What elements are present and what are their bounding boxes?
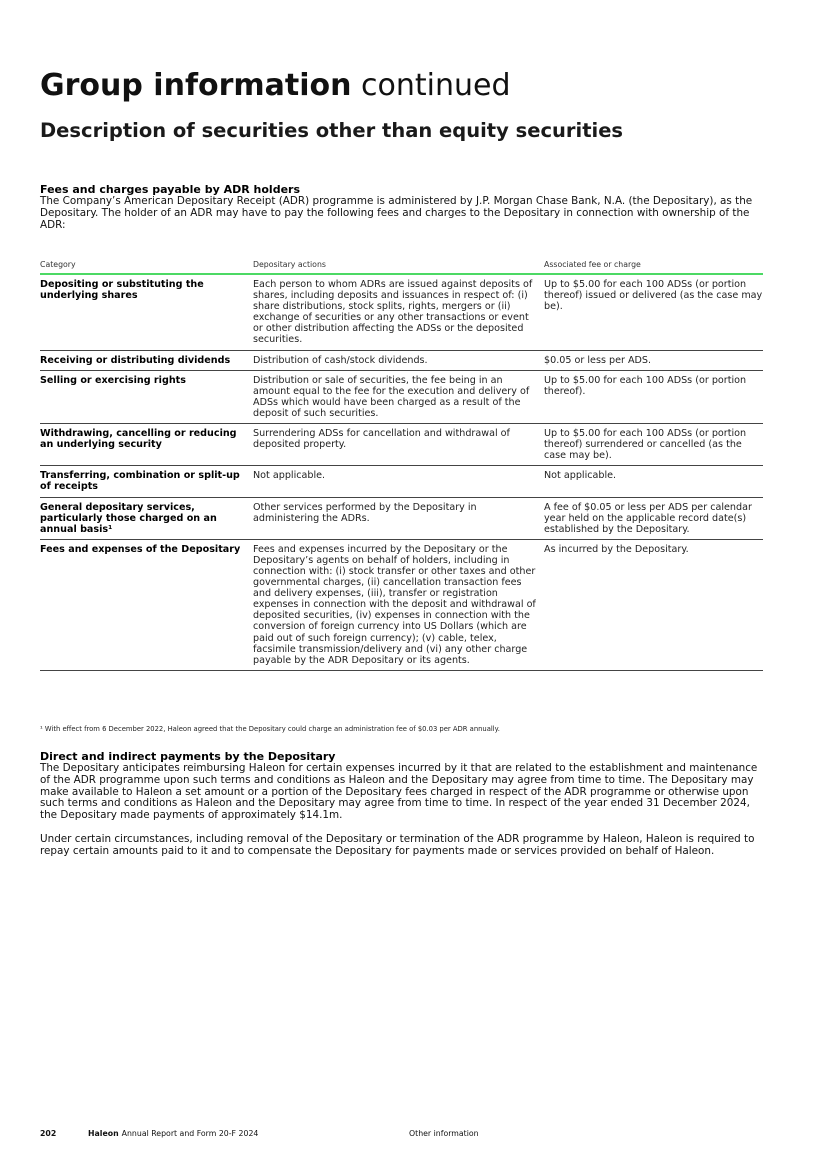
- table-row: [40, 371, 763, 424]
- row-fee: $0.05 or less per ADS.: [544, 354, 652, 366]
- fees-heading: Fees and charges payable by ADR holders: [40, 183, 301, 196]
- row-fee: Up to $5.00 for each 100 ADSs (or portion thereof).: [544, 374, 747, 397]
- column-header-category: Category: [40, 260, 76, 269]
- column-header-actions: Depositary actions: [253, 260, 326, 269]
- report-name: Annual Report and Form 20-F 2024: [121, 1129, 259, 1138]
- brand-name: Haleon: [88, 1129, 119, 1138]
- row-category: Withdrawing, cancelling or reducing an underlying security: [40, 428, 237, 451]
- page-number: 202: [40, 1129, 57, 1138]
- row-fee: Up to $5.00 for each 100 ADSs (or portion thereof) surrendered or cancelled (as the case may be).: [544, 428, 747, 462]
- table-row: [40, 275, 763, 351]
- table-header-row: [40, 258, 763, 275]
- row-fee: Not applicable.: [544, 470, 617, 482]
- fees-section: [40, 183, 770, 231]
- row-action: Each person to whom ADRs are issued against deposits of shares, including deposits and issuances in respect of: (i) share distributions, stock splits, rights, mergers or (ii) exchange of securities or any other transactions or event or other distribution affecting the ADSs or the deposited securities.: [253, 279, 533, 346]
- table-row: [40, 466, 763, 497]
- page-subtitle: Description of securities other than equity securities: [40, 119, 624, 142]
- row-action: Surrendering ADSs for cancellation and withdrawal of deposited property.: [253, 428, 510, 451]
- column-header-fee: Associated fee or charge: [544, 260, 641, 269]
- row-fee: A fee of $0.05 or less per ADS per calendar year held on the applicable record date(s) established by the Depositary.: [544, 501, 752, 535]
- fees-table: [40, 258, 763, 671]
- table-row: [40, 540, 763, 671]
- page-title: [40, 66, 511, 106]
- row-action: Fees and expenses incurred by the Depositary or the Depositary’s agents on behalf of holders, including in connection with: (i) stock transfer or other taxes and other governmental charges, (ii) cancellation transaction fees and delivery expenses, (iii), transfer or registration expenses in connection with the deposit and withdrawal of deposited securities, (iv) expenses in connection with the conversion of foreign currency into US Dollars (which are paid out of such foreign currency); (v) cable, telex, facsimile transmission/delivery and (vi) any other charge payable by the ADR Depositary or its agents.: [253, 543, 536, 666]
- payments-section: [40, 750, 770, 857]
- payments-heading: Direct and indirect payments by the Depositary: [40, 750, 336, 763]
- table-footnote: ¹ With effect from 6 December 2022, Haleon agreed that the Depositary could charge an administration fee of $0.03 per ADR annually.: [40, 725, 500, 733]
- row-category: Receiving or distributing dividends: [40, 354, 231, 366]
- page-title-continued: continued: [361, 68, 511, 103]
- table-row: [40, 351, 763, 371]
- row-category: General depositary services, particularly those charged on an annual basis¹: [40, 501, 217, 535]
- row-action: Distribution of cash/stock dividends.: [253, 354, 428, 366]
- table-row: [40, 498, 763, 540]
- row-category: Transferring, combination or split-up of receipts: [40, 470, 240, 493]
- footer-section-link[interactable]: Other information: [409, 1129, 479, 1138]
- payments-paragraph-2: Under certain circumstances, including removal of the Depositary or termination of the ADR programme by Haleon, Haleon is required to repay certain amounts paid to it and to compensate the Depositary for payments made or services provided on behalf of Haleon.: [40, 832, 755, 857]
- payments-paragraph-1: The Depositary anticipates reimbursing Haleon for certain expenses incurred by it that are related to the establishment and maintenance of the ADR programme upon such terms and conditions as Haleon and the Depositary may agree from time to time. The Depositary may make available to Haleon a set amount or a portion of the Depositary fees charged in respect of the ADR programme or otherwise upon such terms and conditions as Haleon and the Depositary may agree from time to time. In respect of the year ended 31 December 2024, the Depositary made payments of approximately $14.1m.: [40, 762, 758, 822]
- row-category: Fees and expenses of the Depositary: [40, 543, 241, 555]
- page-title-bold: Group information: [40, 68, 352, 103]
- row-action: Not applicable.: [253, 470, 326, 482]
- row-fee: As incurred by the Depositary.: [544, 543, 689, 555]
- row-action: Distribution or sale of securities, the fee being in an amount equal to the fee for the execution and delivery of ADSs which would have been charged as a result of the deposit of such securities.: [253, 374, 530, 419]
- footer-brand: [88, 1128, 258, 1140]
- table-row: [40, 424, 763, 466]
- row-fee: Up to $5.00 for each 100 ADSs (or portion thereof) issued or delivered (as the case may be).: [544, 279, 763, 313]
- row-category: Selling or exercising rights: [40, 374, 186, 386]
- row-category: Depositing or substituting the underlying shares: [40, 279, 204, 302]
- row-action: Other services performed by the Depositary in administering the ADRs.: [253, 501, 477, 524]
- fees-intro: The Company’s American Depositary Receipt (ADR) programme is administered by J.P. Morgan Chase Bank, N.A. (the Depositary), as the Depositary. The holder of an ADR may have to pay the following fees and charges to the Depositary in connection with ownership of the ADR:: [40, 195, 753, 231]
